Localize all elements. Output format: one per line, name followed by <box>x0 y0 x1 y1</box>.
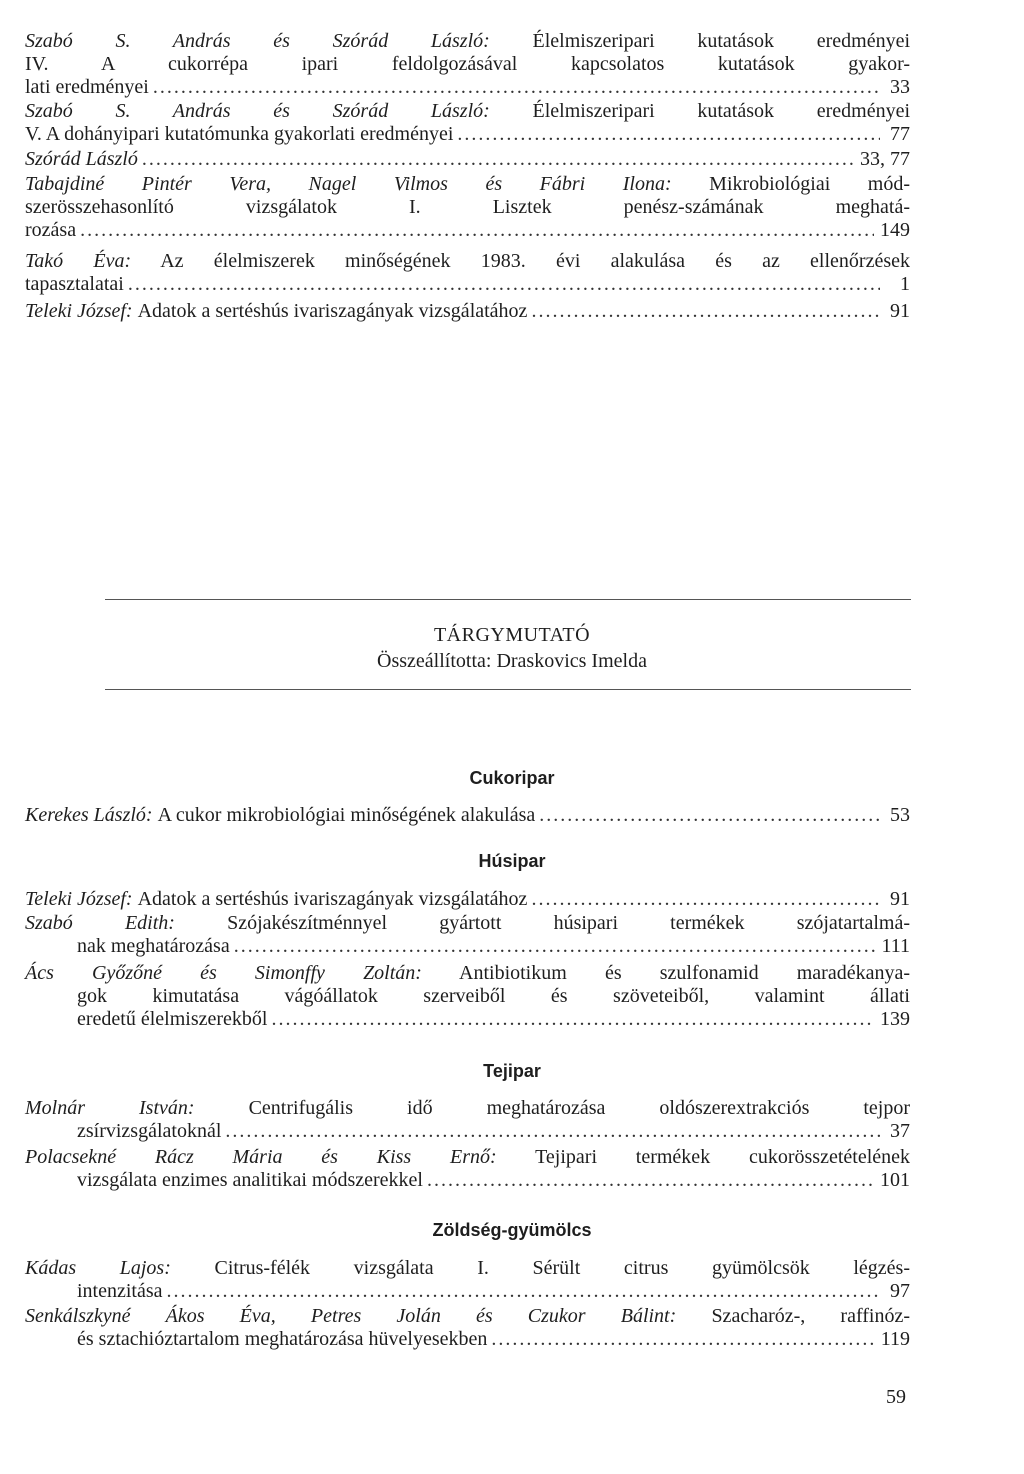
entry-author: Szabó S. András és Szórád László: <box>25 100 490 122</box>
separator-line <box>105 599 911 600</box>
entry-title-line: Citrus-félék vizsgálata I. Sérült citrus gyümölcsök légzés- <box>214 1257 910 1279</box>
entry-title-line: Adatok a sertéshús ivariszagányak vizsgálatához <box>137 888 528 910</box>
entry-title-line: IV. A cukorrépa ipari feldolgozásával kapcsolatos kutatások gyakor- <box>25 52 910 75</box>
entry-title-line: Centrifugális idő meghatározása oldószerextrakciós tejpor <box>248 1097 911 1119</box>
section-heading-tejipar: Tejipar <box>483 1061 541 1081</box>
entry-page-number: 91 <box>890 300 910 322</box>
entry-author: Teleki József: <box>25 888 133 910</box>
entry-title-line: lati eredményei <box>25 75 149 98</box>
toc-entry <box>25 30 910 98</box>
entry-page-number: 119 <box>880 1327 910 1350</box>
entry-title-line: Szacharóz-, raffinóz- <box>711 1305 911 1327</box>
leader-dots <box>271 1008 874 1031</box>
entry-author: Kádas Lajos: <box>25 1257 171 1279</box>
leader-dots <box>539 804 880 827</box>
leader-dots <box>491 1328 874 1351</box>
entry-page-number: 91 <box>890 888 910 910</box>
entry-title-line: rozása <box>25 218 77 241</box>
entry-author: Takó Éva: <box>25 250 132 272</box>
entry-page-number: 111 <box>881 934 910 957</box>
page-number: 59 <box>886 1386 906 1408</box>
entry-author: Ács Győzőné és Simonffy Zoltán: <box>25 962 422 984</box>
entry-title-line: Élelmiszeripari kutatások eredményei <box>532 30 911 52</box>
entry-title-line: Szójakészítménnyel gyártott húsipari termékek szójatartalmá- <box>227 912 910 934</box>
leader-dots <box>153 76 880 99</box>
toc-entry <box>25 1146 910 1192</box>
leader-dots <box>427 1169 874 1192</box>
entry-title-line: nak meghatározása <box>77 934 230 957</box>
entry-page-number: 1 <box>900 272 910 295</box>
index-title: TÁRGYMUTATÓ <box>433 624 591 646</box>
entry-title-line: gok kimutatása vágóállatok szerveiből és szöveteiből, valamint állati <box>77 984 910 1007</box>
toc-entry <box>25 148 910 171</box>
entry-page-number: 37 <box>890 1119 910 1142</box>
entry-title-line: Az élelmiszerek minőségének 1983. évi alakulása és az ellenőrzések <box>160 250 910 272</box>
entry-title-line: zsírvizsgálatoknál <box>77 1119 222 1142</box>
entry-page-number: 101 <box>880 1168 910 1191</box>
leader-dots <box>167 1280 880 1303</box>
entry-title-line: A cukor mikrobiológiai minőségének alakulása <box>157 804 536 826</box>
leader-dots <box>142 148 854 171</box>
entry-page-number: 33, 77 <box>860 148 910 170</box>
toc-entry <box>25 300 910 323</box>
leader-dots <box>225 1120 880 1143</box>
entry-author: Szabó S. András és Szórád László: <box>25 30 490 52</box>
entry-title-line: eredetű élelmiszerekből <box>77 1007 268 1030</box>
toc-entry <box>25 173 910 241</box>
separator-line <box>105 689 911 690</box>
entry-title-line: Mikrobiológiai mód- <box>709 173 911 195</box>
toc-entry <box>25 100 910 146</box>
section-heading-zoldseg-gyumolcs: Zöldség-gyümölcs <box>432 1220 592 1240</box>
entry-author: Szórád László <box>25 148 138 170</box>
section-heading-cukoripar: Cukoripar <box>469 768 555 788</box>
entry-title-line: és sztachióztartalom meghatározása hüvelyesekben <box>77 1327 488 1350</box>
index-compiler: Összeállította: Draskovics Imelda <box>377 650 647 672</box>
entry-title-line: vizsgálata enzimes analitikai módszerekkel <box>77 1168 423 1191</box>
entry-author: Teleki József: <box>25 300 133 322</box>
entry-page-number: 97 <box>890 1279 910 1302</box>
entry-title-line: Antibiotikum és szulfonamid maradékanya- <box>459 962 911 984</box>
toc-entry <box>25 962 910 1030</box>
leader-dots <box>457 123 880 146</box>
toc-entry <box>25 1305 910 1351</box>
toc-entry <box>25 1257 910 1303</box>
entry-title-line: V. A dohányipari kutatómunka gyakorlati eredményei <box>25 122 454 145</box>
toc-entry <box>25 250 910 296</box>
entry-title-line: tapasztalatai <box>25 272 124 295</box>
entry-title-line: intenzitása <box>77 1279 163 1302</box>
toc-entry <box>25 1097 910 1143</box>
leader-dots <box>234 935 876 958</box>
leader-dots <box>531 888 880 911</box>
toc-entry <box>25 804 910 827</box>
leader-dots <box>80 219 874 242</box>
entry-author: Szabó Edith: <box>25 912 175 934</box>
entry-author: Tabajdiné Pintér Vera, Nagel Vilmos és Fábri Ilona: <box>25 173 672 195</box>
entry-author: Senkálszkyné Ákos Éva, Petres Jolán és Czukor Bálint: <box>25 1305 677 1327</box>
entry-author: Kerekes László: <box>25 804 153 826</box>
entry-author: Molnár István: <box>25 1097 195 1119</box>
entry-page-number: 139 <box>880 1007 910 1030</box>
entry-title-line: Adatok a sertéshús ivariszagányak vizsgálatához <box>137 300 528 322</box>
entry-title-line: Tejipari termékek cukorösszetételének <box>535 1146 911 1168</box>
entry-page-number: 149 <box>880 218 910 241</box>
leader-dots <box>128 273 880 296</box>
entry-author: Polacsekné Rácz Mária és Kiss Ernő: <box>25 1146 497 1168</box>
entry-page-number: 33 <box>890 75 910 98</box>
entry-title-line: szerösszehasonlító vizsgálatok I. Lisztek penész-számának meghatá- <box>25 195 910 218</box>
leader-dots <box>531 300 880 323</box>
toc-entry <box>25 888 910 911</box>
section-heading-husipar: Húsipar <box>478 851 546 871</box>
entry-title-line: Élelmiszeripari kutatások eredményei <box>532 100 911 122</box>
toc-entry <box>25 912 910 958</box>
entry-page-number: 53 <box>890 804 910 826</box>
entry-page-number: 77 <box>890 122 910 145</box>
